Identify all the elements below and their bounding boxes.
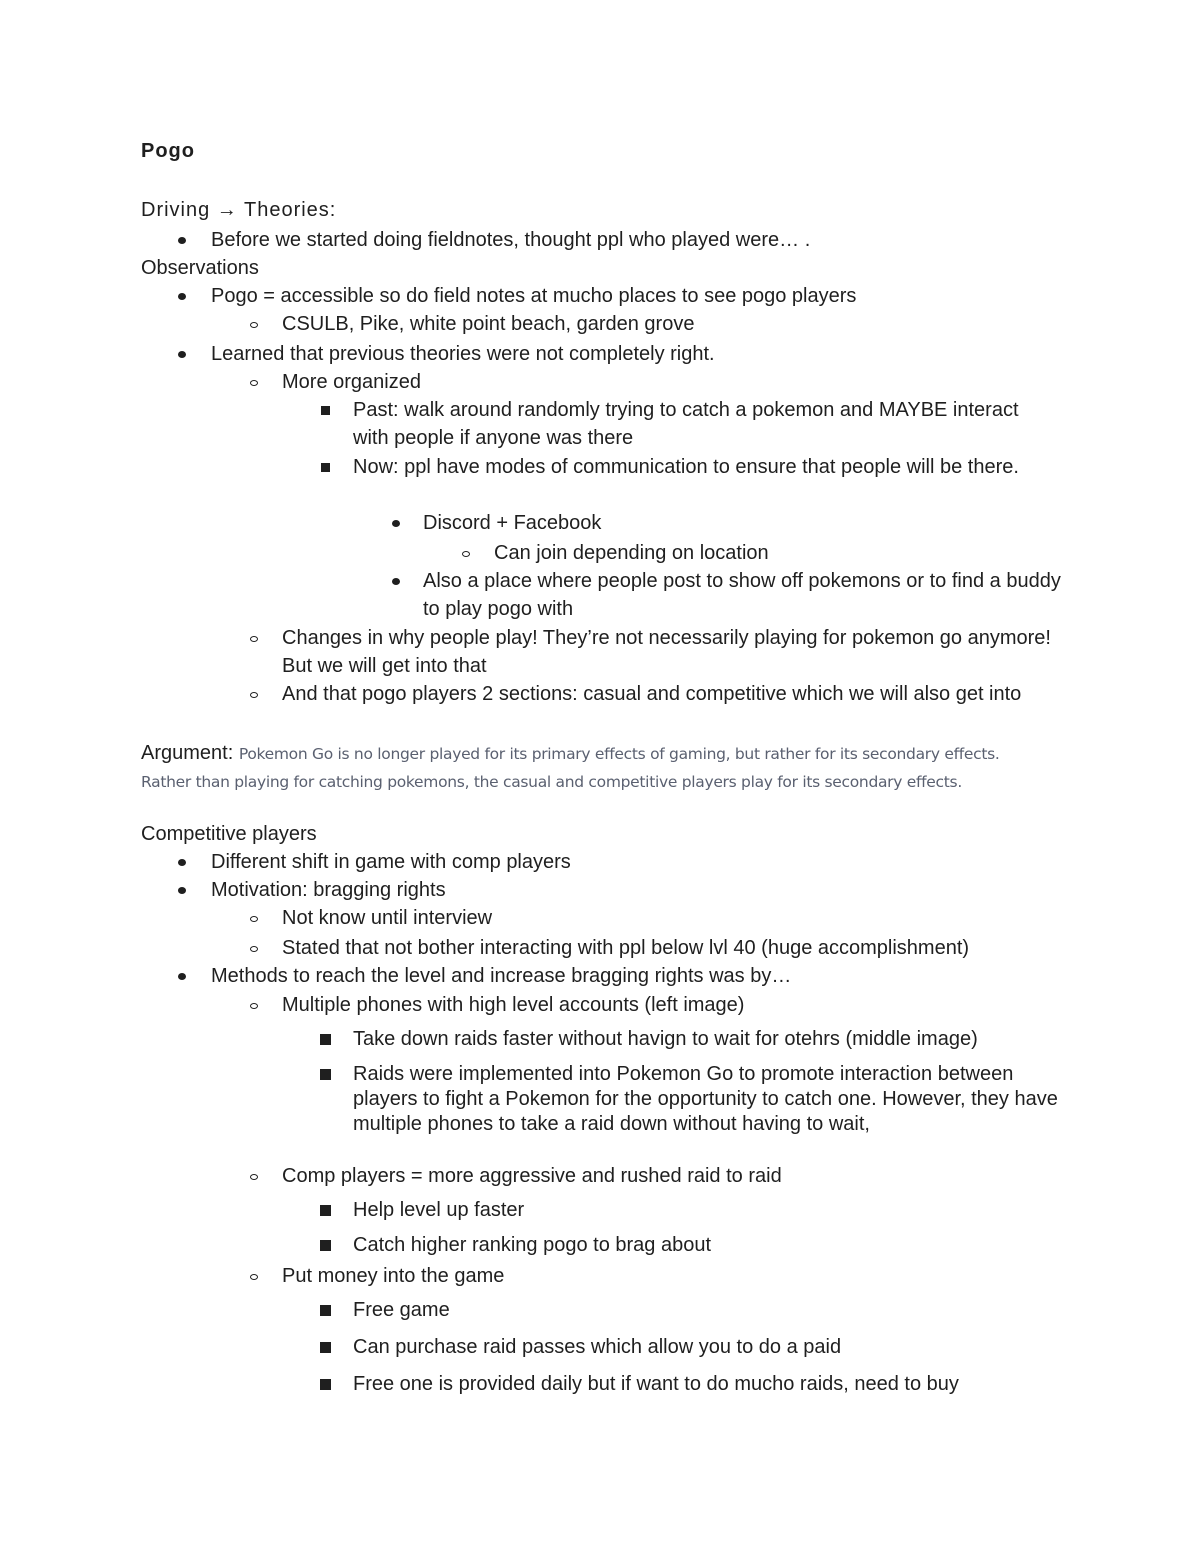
bullet-ring-icon (244, 624, 264, 652)
document-title: Pogo (141, 140, 195, 162)
argument-paragraph (141, 740, 1046, 796)
argument-label: Argument: (141, 742, 239, 764)
competitive-players-heading: Competitive players (141, 823, 317, 845)
bullet-square-icon (315, 396, 335, 424)
bullet-dot-icon (172, 848, 192, 876)
bullet-dot-icon (172, 340, 192, 368)
bullet-dot-icon (172, 876, 192, 904)
bullet-dot-icon (172, 226, 192, 254)
bullet-square-icon (315, 1196, 335, 1224)
bullet-dot-icon (386, 509, 406, 537)
bullet-square-icon (315, 1025, 335, 1053)
bullet-dot-icon (386, 567, 406, 595)
bullet-square-icon (315, 453, 335, 481)
bullet-square-icon (315, 1296, 335, 1324)
bullet-ring-icon (244, 934, 264, 962)
bullet-ring-icon (244, 680, 264, 708)
bullet-ring-icon (244, 310, 264, 338)
bullet-dot-icon (172, 962, 192, 990)
argument-text: Pokemon Go is no longer played for its primary effects of gaming, but rather for its secondary effects. Rather than playing for catching pokemons, the casual and competitive players play for its secondary effects. (141, 745, 1000, 791)
bullet-ring-icon (244, 991, 264, 1019)
observations-heading: Observations (141, 257, 259, 279)
bullet-ring-icon (244, 904, 264, 932)
bullet-ring-icon (244, 368, 264, 396)
bullet-square-icon (315, 1231, 335, 1259)
document-page: Pogo Driving → Theories: Before we started doing fieldnotes, thought ppl who played were… . Observations Pogo = accessible so do field notes at mucho places to see pogo players CSULB, Pike, white point beach, garden grove Learned that previous theories were not completely right. More organized Past: walk around randomly trying to catch a pokemon and MAYBE interact with people if anyone was there Now: ppl have modes of communication to ensure that people will be there. Discord + Facebook Can join depending on location Also a place where people post to show off pokemons or to find a buddy to play pogo with Changes in why people play! They’re not necessarily playing for pokemon go anymore! But we will get into that And that pogo players 2 sections: casual and competitive which we will also get into Argument: Pokemon Go is no longer played for its primary effects of gaming, but rather for its secondary effects. Rather than playing for catching pokemons, the casual and competitive players play for its secondary effects. Competitive players Different shift in game with comp players Motivation: bragging rights Not know until interview Stated that not bother interacting with ppl below lvl 40 (huge accomplishment) Methods to reach the level and increase bragging rights was by… Multiple phones with high level accounts (left image) Take down raids faster without havign to wait for otehrs (middle image) Raids were implemented into Pokemon Go to promote interaction between players to fight a Pokemon for the opportunity to catch one. However, they have multiple phones to take a raid down without having to wait, Comp players = more aggressive and rushed raid to raid Help level up faster Catch higher ranking pogo to brag about Put money into the game Free game Can purchase raid passes which allow you to do a paid Free one is provided daily but if want to do mucho raids, need to buy (0, 0, 1200, 1553)
bullet-ring-icon (244, 1162, 264, 1190)
bullet-ring-icon (456, 539, 476, 567)
bullet-square-icon (315, 1370, 335, 1398)
driving-theories-heading: Driving → Theories: (141, 199, 337, 221)
bullet-dot-icon (172, 282, 192, 310)
bullet-square-icon (315, 1333, 335, 1361)
bullet-ring-icon (244, 1262, 264, 1290)
bullet-square-icon (315, 1062, 335, 1087)
